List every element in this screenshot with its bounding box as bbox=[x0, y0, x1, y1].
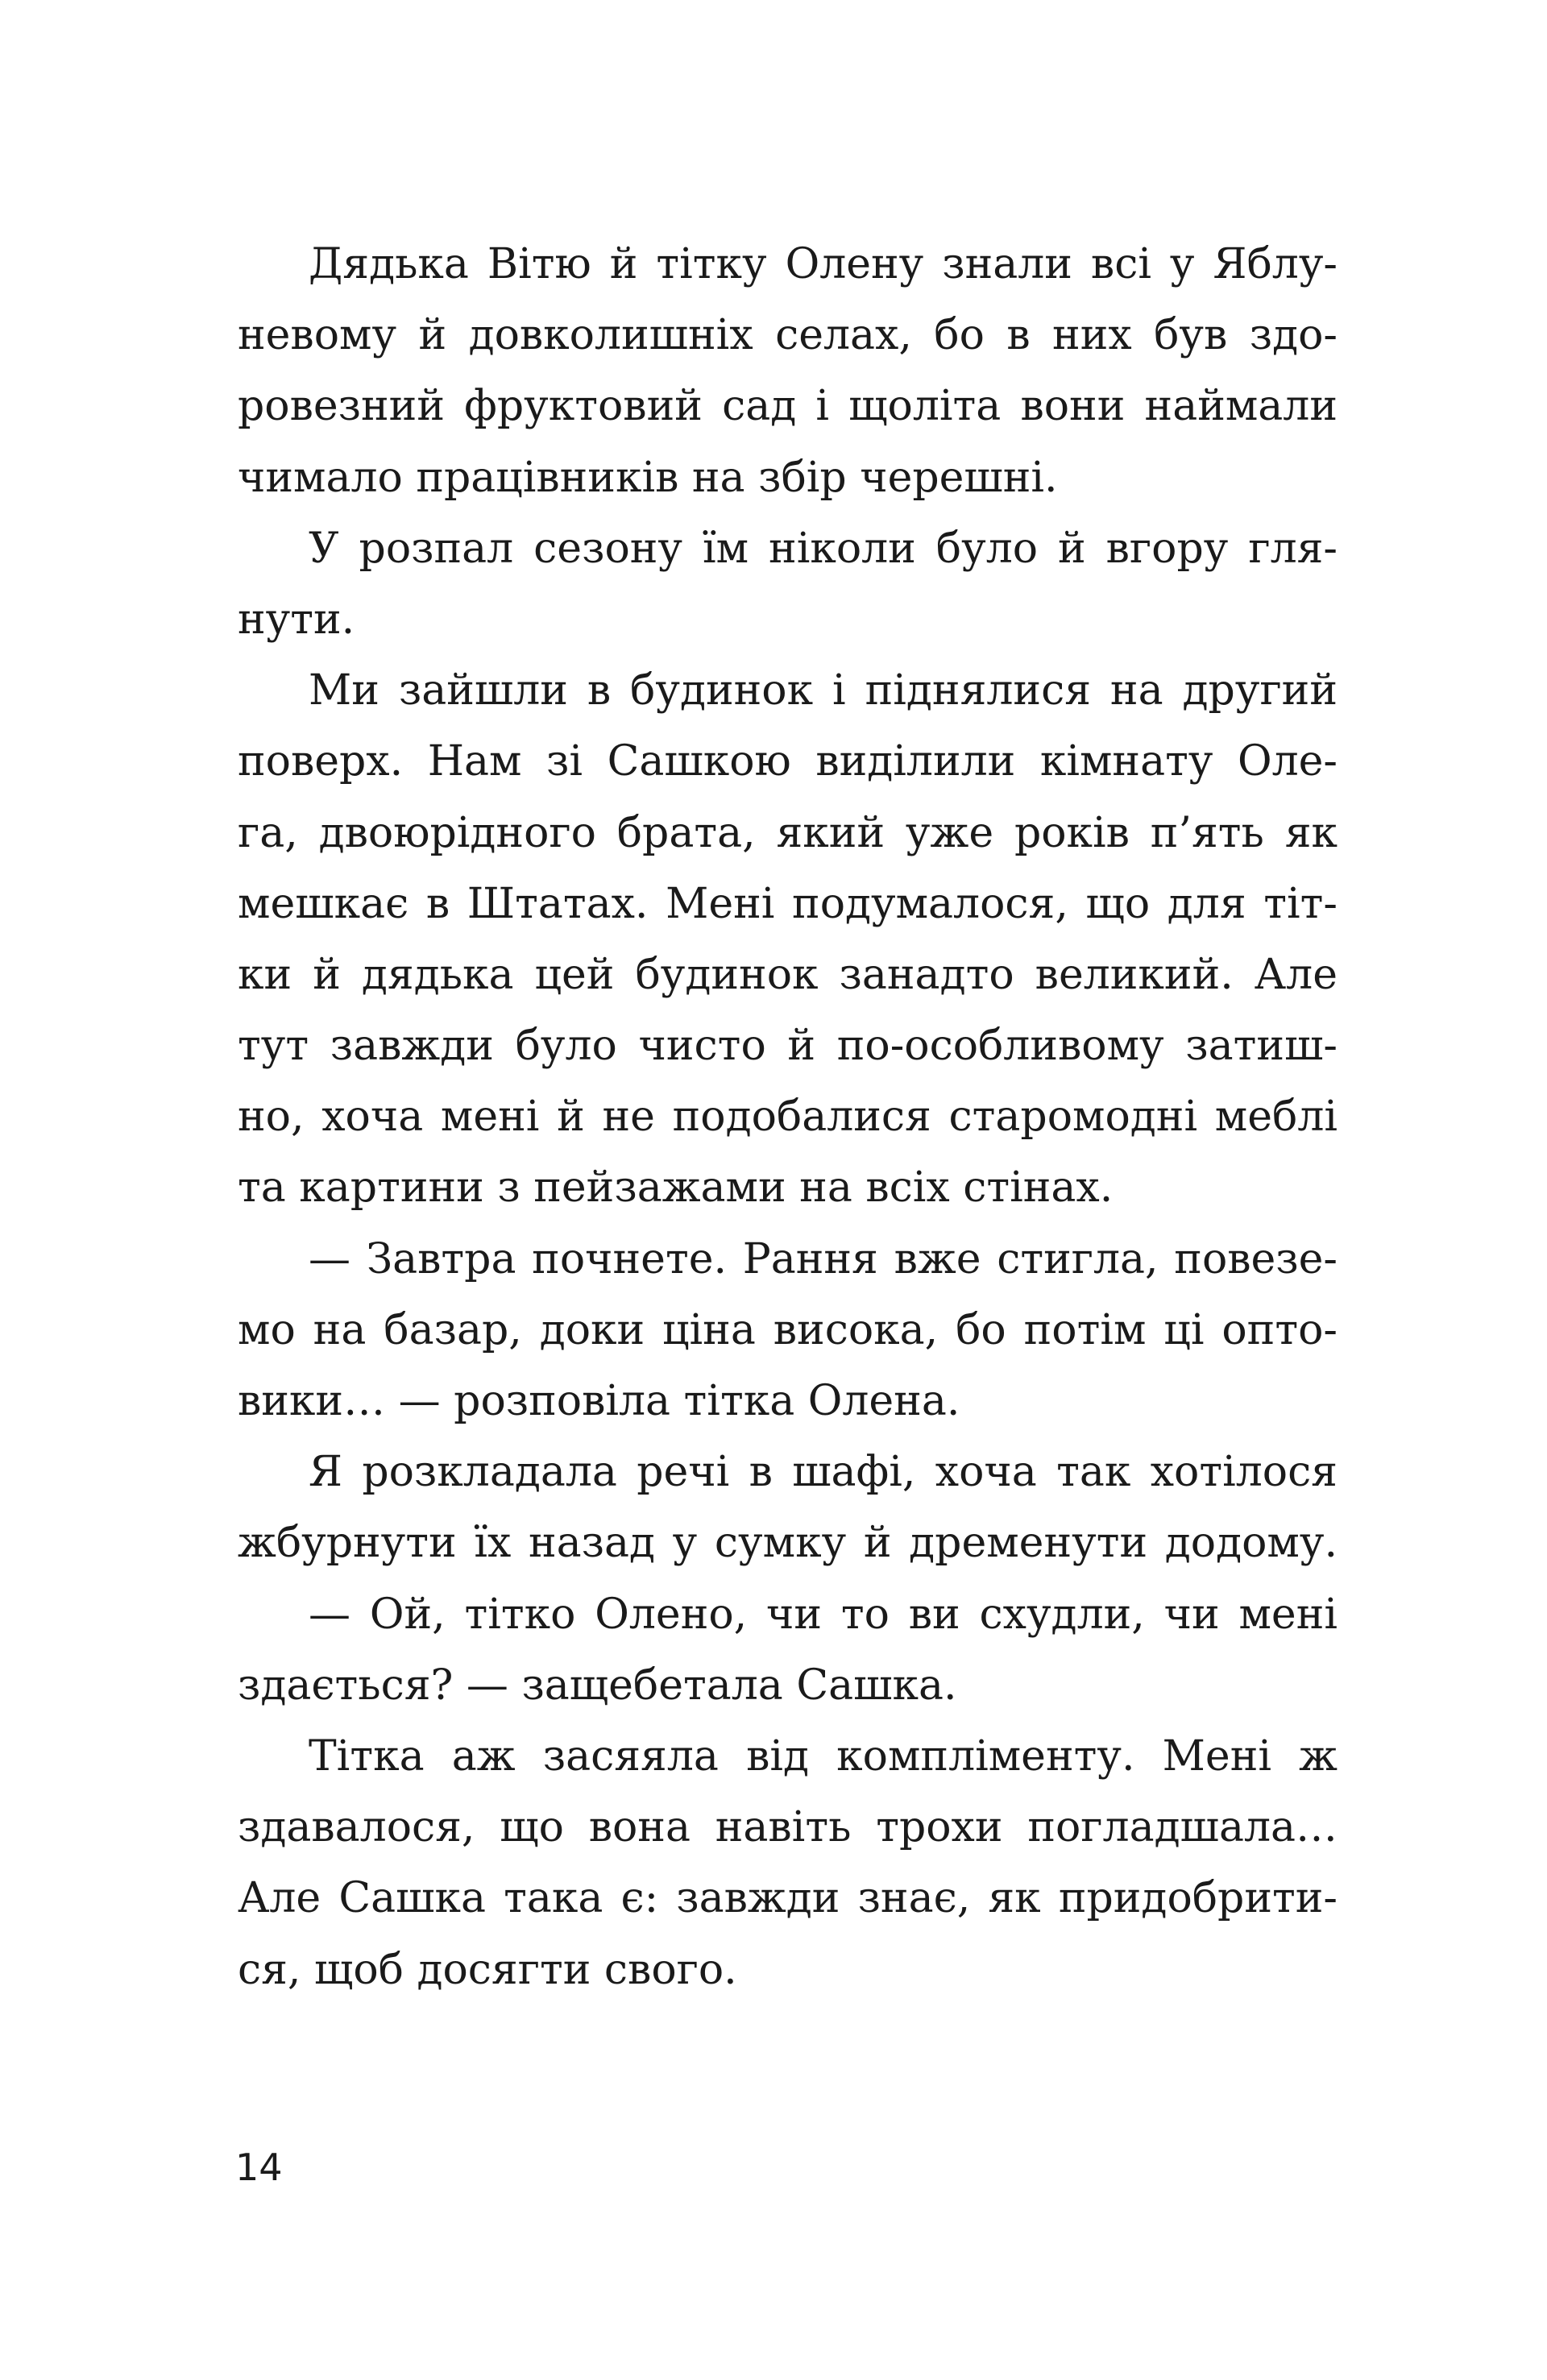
text-line: У розпал сезону їм ніколи було й вгору гля- bbox=[309, 524, 1338, 573]
text-line: здається? — защебетала Сашка. bbox=[238, 1661, 957, 1710]
text-line: Тітка аж засяяла від компліменту. Мені ж bbox=[309, 1731, 1338, 1781]
text-line: ровезний фруктовий сад і щоліта вони наймали bbox=[238, 382, 1338, 431]
text-line: — Ой, тітко Олено, чи то ви схудли, чи мені bbox=[309, 1590, 1338, 1639]
text-line: но, хоча мені й не подобалися старомодні меблі bbox=[238, 1093, 1338, 1142]
text-line: чимало працівників на збір черешні. bbox=[238, 453, 1058, 502]
text-line: Дядька Вітю й тітку Олену знали всі у Яблу- bbox=[309, 240, 1338, 288]
text-line: Ми зайшли в будинок і піднялися на другий bbox=[309, 666, 1338, 715]
page-number: 14 bbox=[235, 2146, 283, 2189]
text-line: нути. bbox=[238, 595, 355, 644]
text-line: здавалося, що вона навіть трохи погладшала… bbox=[238, 1803, 1338, 1852]
text-line: ки й дядька цей будинок занадто великий. Але bbox=[238, 950, 1338, 999]
text-line: невому й довколишніх селах, бо в них був здо- bbox=[238, 311, 1338, 360]
text-line: Але Сашка така є: завжди знає, як придобрити- bbox=[238, 1874, 1338, 1923]
text-line: Я розкладала речі в шафі, хоча так хотілося bbox=[309, 1448, 1338, 1497]
text-line: мешкає в Штатах. Мені подумалося, що для тіт- bbox=[238, 879, 1338, 928]
text-line: га, двоюрідного брата, який уже років п’ять як bbox=[238, 808, 1338, 857]
text-line: жбурнути їх назад у сумку й дременути додому. bbox=[238, 1519, 1338, 1568]
text-line: вики… — розповіла тітка Олена. bbox=[238, 1377, 960, 1425]
text-line: — Завтра почнете. Рання вже стигла, повезе- bbox=[309, 1234, 1338, 1283]
body-text bbox=[238, 229, 1338, 2005]
text-line: тут завжди було чисто й по-особливому затиш- bbox=[238, 1022, 1338, 1071]
text-line: та картини з пейзажами на всіх стінах. bbox=[238, 1163, 1114, 1213]
text-line: поверх. Нам зі Сашкою виділили кімнату Оле- bbox=[238, 737, 1338, 786]
text-line: мо на базар, доки ціна висока, бо потім ці опто- bbox=[238, 1305, 1338, 1354]
text-line: ся, щоб досягти свого. bbox=[238, 1945, 737, 1994]
